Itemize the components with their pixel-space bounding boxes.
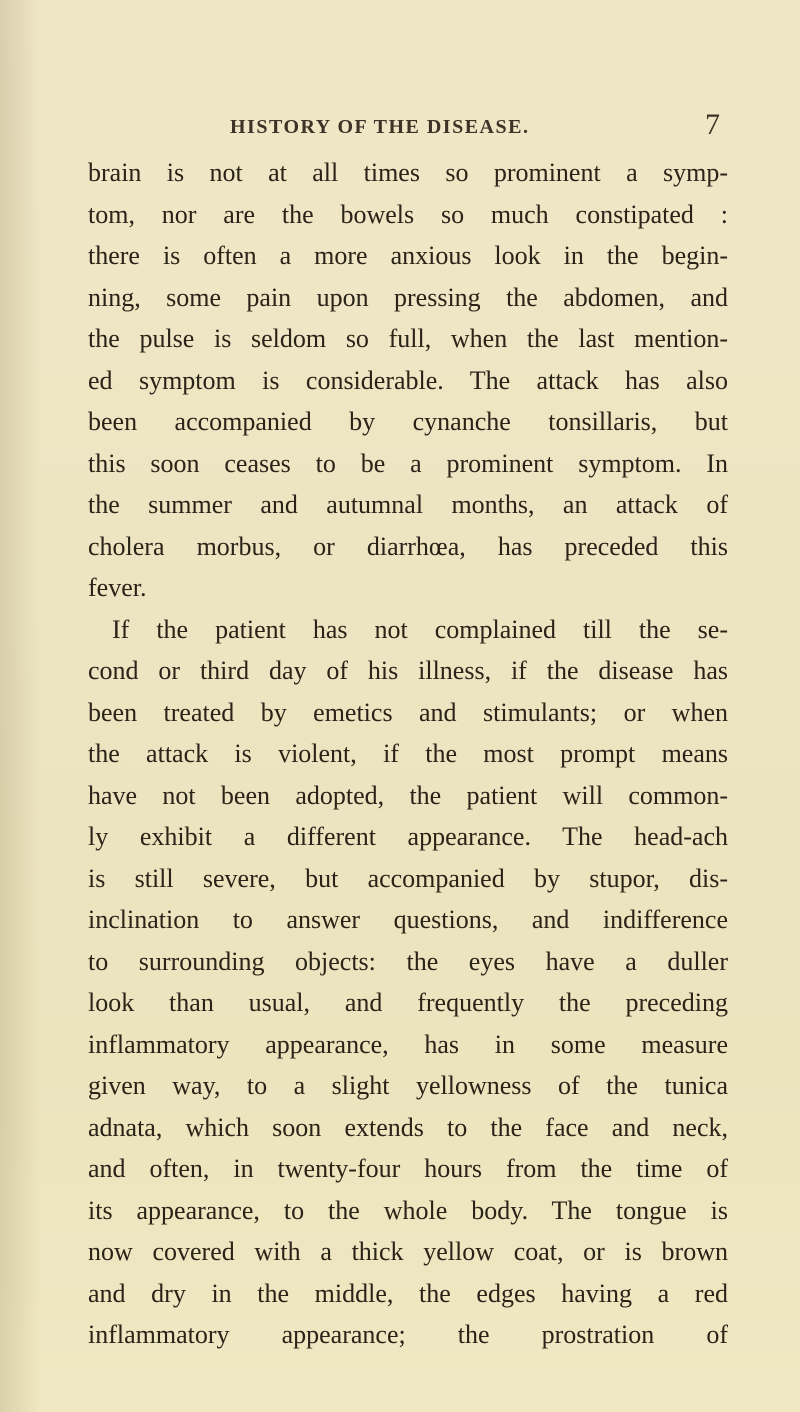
text-line: the summer and autumnal months, an attack of [88,490,728,519]
text-line: cholera morbus, or diarrhœa, has preceded this [88,531,728,561]
running-head: HISTORY OF THE DISEASE. [230,116,530,138]
text-line: have not been adopted, the patient will common- [88,780,728,810]
text-line: the attack is violent, if the most prompt means [88,739,728,768]
text-line: cond or third day of his illness, if the disease has [88,656,728,685]
text-line: and dry in the middle, the edges having a red [88,1278,728,1308]
page-edge-shadow [0,0,40,1412]
text-line: ed symptom is considerable. The attack has also [88,365,728,395]
text-line: there is often a more anxious look in the begin- [88,241,728,270]
text-line: and often, in twenty-four hours from the time of [88,1154,728,1183]
text-line: adnata, which soon extends to the face and neck, [88,1112,728,1142]
page-header [0,108,800,146]
paragraph-start-line: If the patient has not complained till the se- [112,614,728,644]
text-line: now covered with a thick yellow coat, or is brown [88,1237,728,1266]
text-line: this soon ceases to be a prominent symptom. In [88,448,728,478]
text-line: been treated by emetics and stimulants; or when [88,697,728,727]
text-line: ly exhibit a different appearance. The head-ach [88,822,728,851]
text-line: tom, nor are the bowels so much constipated : [88,199,728,229]
body-text [88,152,728,1356]
text-line: to surrounding objects: the eyes have a duller [88,946,728,976]
page-number: 7 [705,108,720,141]
text-line: is still severe, but accompanied by stupor, dis- [88,863,728,893]
text-line: inclination to answer questions, and indifference [88,905,728,934]
text-line: given way, to a slight yellowness of the tunica [88,1071,728,1100]
text-line: the pulse is seldom so full, when the last mention- [88,324,728,353]
text-line: inflammatory appearance, has in some measure [88,1029,728,1059]
text-line: brain is not at all times so prominent a symp- [88,158,728,187]
text-line: look than usual, and frequently the preceding [88,988,728,1017]
text-line: its appearance, to the whole body. The tongue is [88,1195,728,1225]
text-line: been accompanied by cynanche tonsillaris, but [88,407,728,436]
text-line: ning, some pain upon pressing the abdomen, and [88,282,728,312]
text-line: inflammatory appearance; the prostration of [88,1320,728,1349]
paragraph-end-line: fever. [88,573,147,602]
